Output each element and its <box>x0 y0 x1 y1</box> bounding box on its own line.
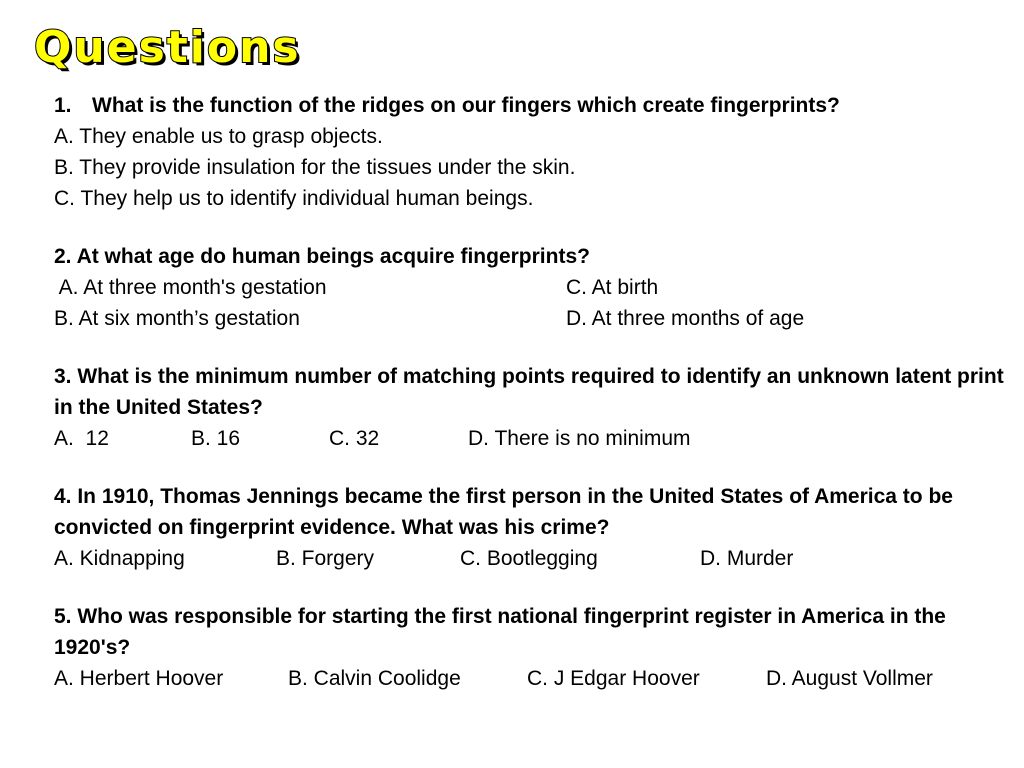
question-2-option-a: A. At three month's gestation <box>54 276 327 299</box>
question-2-option-d: D. At three months of age <box>566 307 805 330</box>
question-3-text: 3. What is the minimum number of matching points required to identify an unknown latent print in the United States? <box>54 365 1004 419</box>
question-3-option-a: A. 12 <box>54 427 109 450</box>
question-1-option-a: A. They enable us to grasp objects. <box>54 125 383 148</box>
question-5-option-d: D. August Vollmer <box>766 667 933 690</box>
question-5 <box>54 601 1004 694</box>
question-2-option-c: C. At birth <box>566 276 659 299</box>
question-2-text: 2. At what age do human beings acquire fingerprints? <box>54 245 590 268</box>
question-5-option-a: A. Herbert Hoover <box>54 667 224 690</box>
question-4-option-c: C. Bootlegging <box>460 547 598 570</box>
question-1 <box>54 90 1004 214</box>
question-4-option-d: D. Murder <box>700 547 794 570</box>
question-3-options <box>54 423 1004 454</box>
question-5-option-c: C. J Edgar Hoover <box>527 667 700 690</box>
question-2-options-row-2 <box>54 303 1004 334</box>
question-1-option-b: B. They provide insulation for the tissues under the skin. <box>54 156 576 179</box>
question-1-option-c: C. They help us to identify individual human beings. <box>54 187 534 210</box>
question-2 <box>54 241 1004 334</box>
question-4-option-b: B. Forgery <box>276 547 375 570</box>
question-2-options-row-1 <box>54 272 1004 303</box>
question-3-option-b: B. 16 <box>191 427 241 450</box>
question-1-text: What is the function of the ridges on our fingers which create fingerprints? <box>92 94 840 117</box>
question-5-options <box>54 663 1004 694</box>
question-4-option-a: A. Kidnapping <box>54 547 185 570</box>
question-3-option-d: D. There is no minimum <box>468 427 691 450</box>
question-4-options <box>54 543 1004 574</box>
question-1-prompt <box>54 90 1004 121</box>
question-1-number: 1. <box>54 94 72 117</box>
question-5-option-b: B. Calvin Coolidge <box>288 667 461 690</box>
question-list <box>54 90 1004 694</box>
question-2-option-b: B. At six month’s gestation <box>54 307 300 330</box>
slide-title: Questions <box>34 22 301 73</box>
question-3 <box>54 361 1004 454</box>
question-3-option-c: C. 32 <box>329 427 380 450</box>
question-4 <box>54 481 1004 574</box>
question-4-text: 4. In 1910, Thomas Jennings became the first person in the United States of America to be convicted on fingerprint evidence. What was his crime? <box>54 485 953 539</box>
question-5-text: 5. Who was responsible for starting the first national fingerprint register in America in the 1920's? <box>54 605 946 659</box>
